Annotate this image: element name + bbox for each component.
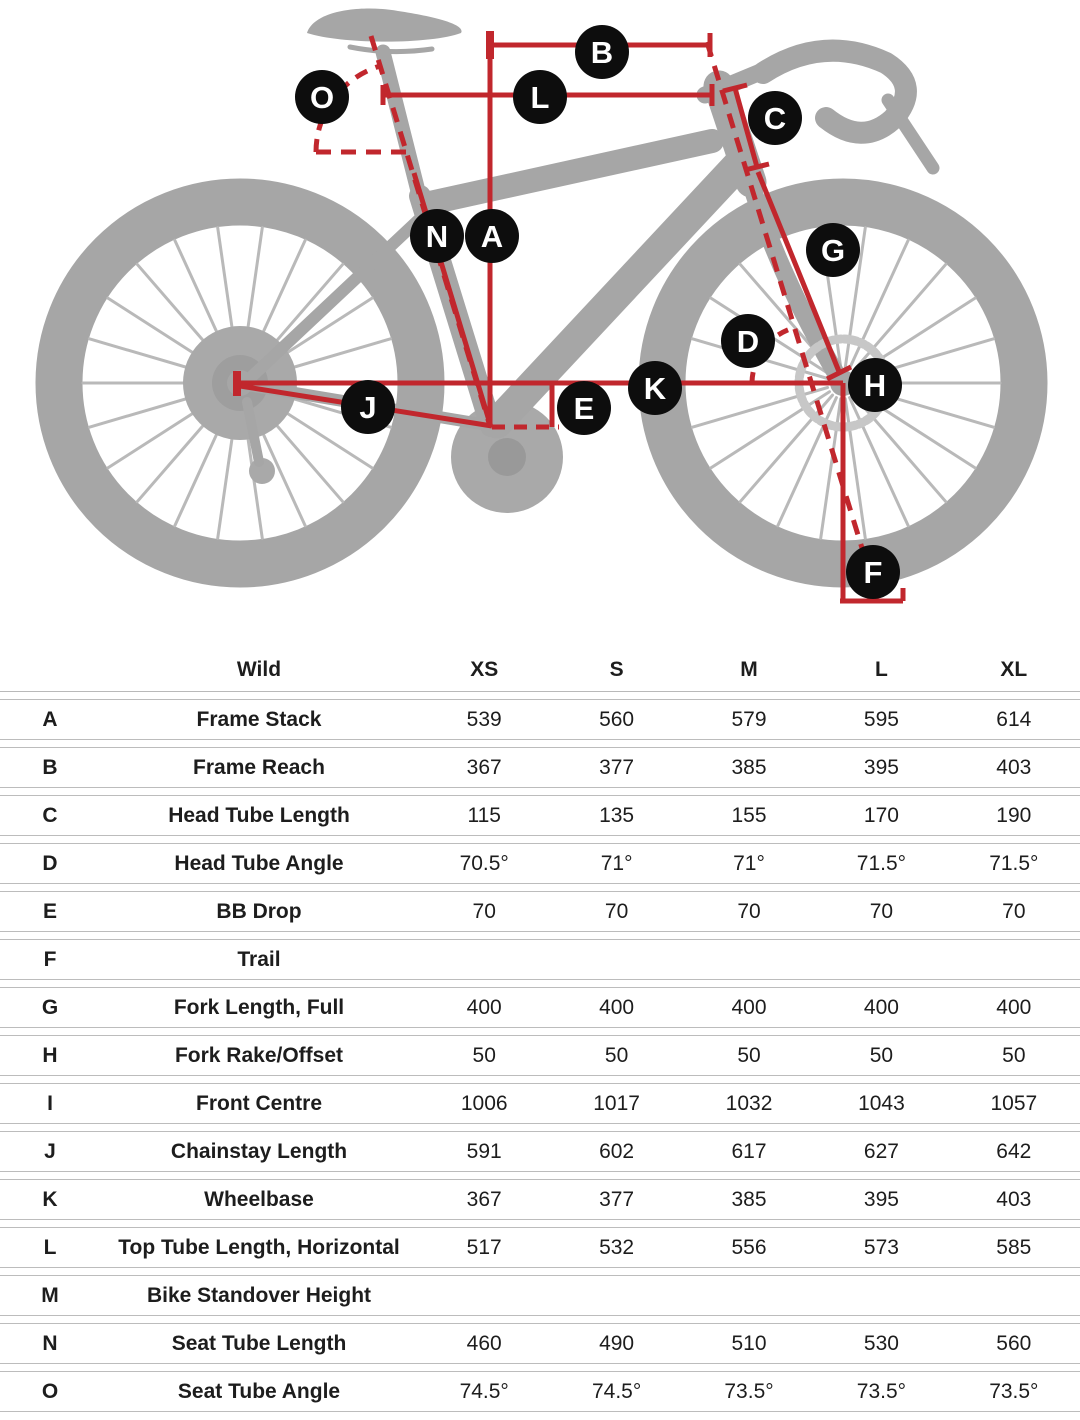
saddle-rails [350, 47, 432, 52]
value-cell: 367 [466, 755, 502, 779]
value-cell: 74.5° [591, 1379, 642, 1403]
value-cell: 385 [731, 755, 767, 779]
top-tube [430, 141, 712, 203]
size-header: M [740, 657, 758, 681]
value-cell: 573 [863, 1235, 899, 1259]
value-cell: 1043 [858, 1091, 905, 1115]
value-cell: 602 [599, 1139, 635, 1163]
value-cell: 71.5° [856, 851, 907, 875]
value-cell: 385 [731, 1187, 767, 1211]
row-letter: K [42, 1187, 58, 1211]
value-cell: 539 [466, 707, 502, 731]
spoke [850, 398, 909, 526]
table-row [0, 1275, 1080, 1316]
value-cell: 510 [731, 1331, 767, 1355]
diagram-label-e [557, 381, 611, 435]
value-cell: 135 [599, 803, 635, 827]
value-cell: 560 [599, 707, 635, 731]
row-values [418, 1236, 1080, 1260]
row-name: Frame Reach [193, 755, 325, 779]
value-cell: 71° [600, 851, 633, 875]
value-cell: 400 [996, 995, 1032, 1019]
value-cell: 556 [731, 1235, 767, 1259]
value-cell: 70 [604, 899, 629, 923]
row-values [418, 1380, 1080, 1404]
spoke [778, 398, 837, 526]
model-name: Wild [236, 657, 282, 681]
row-values [418, 996, 1080, 1020]
size-headers [418, 658, 1080, 682]
row-name: Top Tube Length, Horizontal [118, 1235, 400, 1259]
table-row [0, 1035, 1080, 1076]
value-cell: 73.5° [989, 1379, 1039, 1403]
row-name: Front Centre [196, 1091, 322, 1115]
size-header: S [609, 657, 624, 681]
value-cell: 377 [599, 1187, 635, 1211]
row-name: Chainstay Length [170, 1139, 348, 1163]
value-cell: 617 [731, 1139, 767, 1163]
label-letter: B [590, 35, 614, 70]
label-letter: H [863, 368, 887, 403]
row-letter: J [44, 1139, 56, 1163]
table-row [0, 1131, 1080, 1172]
label-letter: O [309, 80, 335, 115]
row-values [418, 1044, 1080, 1068]
diagram-label-l [513, 70, 567, 124]
diagram-label-k [628, 361, 682, 415]
spoke [854, 264, 946, 371]
value-cell: 170 [863, 803, 899, 827]
table-row [0, 1179, 1080, 1220]
table-row [0, 939, 1080, 980]
row-name: Head Tube Length [168, 803, 350, 827]
value-cell: 579 [731, 707, 767, 731]
value-cell: 50 [472, 1043, 496, 1067]
value-cell: 460 [466, 1331, 502, 1355]
value-cell: 71° [733, 851, 765, 875]
value-cell: 50 [869, 1043, 894, 1067]
label-letter: F [863, 555, 883, 590]
value-cell: 73.5° [856, 1379, 907, 1403]
size-header: XL [1000, 657, 1028, 681]
size-header: XS [470, 657, 499, 681]
value-cell: 115 [467, 803, 501, 827]
row-letter: H [42, 1043, 58, 1067]
value-cell: 155 [731, 803, 767, 827]
value-cell: 73.5° [724, 1379, 774, 1403]
row-letter: O [41, 1379, 59, 1403]
row-name: Seat Tube Angle [177, 1379, 341, 1403]
table-row [0, 987, 1080, 1028]
label-letter: G [820, 233, 846, 268]
value-cell: 614 [996, 707, 1032, 731]
diagram-label-b [575, 25, 629, 79]
value-cell: 70 [737, 899, 761, 923]
value-cell: 377 [599, 755, 635, 779]
table-body [0, 699, 1080, 1412]
value-cell: 1032 [725, 1091, 773, 1115]
value-cell: 595 [863, 707, 899, 731]
row-name: Head Tube Angle [174, 851, 344, 875]
value-cell: 395 [863, 755, 899, 779]
value-cell: 71.5° [989, 851, 1039, 875]
row-letter: A [42, 707, 58, 731]
value-cell: 403 [996, 755, 1032, 779]
value-cell: 517 [466, 1235, 502, 1259]
value-cell: 591 [466, 1139, 502, 1163]
row-letter: D [42, 851, 58, 875]
table-row [0, 843, 1080, 884]
row-values [418, 756, 1080, 780]
geometry-table [0, 648, 1080, 1412]
value-cell: 400 [731, 995, 767, 1019]
size-header: L [875, 657, 888, 681]
row-values [418, 1140, 1080, 1164]
label-letter: J [359, 390, 377, 425]
table-row [0, 747, 1080, 788]
diagram-label-a [465, 209, 519, 263]
table-row [0, 1371, 1080, 1412]
row-name: Trail [237, 947, 281, 971]
row-name: Wheelbase [204, 1187, 314, 1211]
spoke [850, 240, 909, 368]
bike-geometry-svg [0, 0, 1080, 645]
row-name: Frame Stack [196, 707, 322, 731]
label-letter: N [425, 219, 449, 254]
row-values [418, 708, 1080, 732]
diagram-label-h [848, 358, 902, 412]
diagram-label-c [748, 91, 802, 145]
label-letter: D [736, 324, 760, 359]
row-values [418, 852, 1080, 876]
row-name: Bike Standover Height [146, 1283, 372, 1307]
label-letter: K [643, 371, 667, 406]
row-values [418, 804, 1080, 828]
row-name: Fork Rake/Offset [174, 1043, 344, 1067]
diagram-label-g [806, 223, 860, 277]
value-cell: 70 [1002, 899, 1026, 923]
value-cell: 1017 [593, 1091, 640, 1115]
row-letter: N [42, 1331, 58, 1355]
table-row [0, 795, 1080, 836]
diagram-label-j [341, 380, 395, 434]
value-cell: 403 [996, 1187, 1032, 1211]
row-values [418, 1332, 1080, 1356]
row-letter: B [42, 755, 58, 779]
row-letter: G [41, 995, 59, 1019]
value-cell: 70 [472, 899, 496, 923]
value-cell: 50 [604, 1043, 629, 1067]
spoke [854, 395, 946, 502]
row-name: BB Drop [216, 899, 302, 923]
label-letter: L [530, 80, 550, 115]
row-letter: C [42, 803, 58, 827]
label-letter: E [573, 391, 595, 426]
value-cell: 395 [863, 1187, 899, 1211]
label-letter: A [480, 219, 504, 254]
value-cell: 367 [466, 1187, 502, 1211]
bike-geometry-diagram [0, 0, 1080, 645]
value-cell: 642 [996, 1139, 1032, 1163]
row-values [418, 1188, 1080, 1212]
value-cell: 560 [996, 1331, 1032, 1355]
value-cell: 400 [863, 995, 899, 1019]
label-letter: C [763, 101, 787, 136]
row-letter: I [47, 1091, 53, 1115]
value-cell: 70 [869, 899, 894, 923]
row-letter: L [43, 1235, 57, 1259]
table-header-row [0, 648, 1080, 692]
value-cell: 530 [863, 1331, 899, 1355]
table-row [0, 1227, 1080, 1268]
row-name: Seat Tube Length [171, 1331, 347, 1355]
row-values [418, 900, 1080, 924]
value-cell: 490 [599, 1331, 635, 1355]
value-cell: 74.5° [459, 1379, 509, 1403]
table-row [0, 1083, 1080, 1124]
value-cell: 190 [996, 803, 1032, 827]
value-cell: 70.5° [459, 851, 509, 875]
value-cell: 532 [599, 1235, 635, 1259]
diagram-label-d [721, 314, 775, 368]
saddle [307, 9, 462, 42]
value-cell: 400 [466, 995, 502, 1019]
row-letter: M [41, 1283, 59, 1307]
row-letter: F [43, 947, 57, 971]
value-cell: 1057 [990, 1091, 1038, 1115]
value-cell: 50 [737, 1043, 761, 1067]
value-cell: 627 [863, 1139, 899, 1163]
value-cell: 1006 [460, 1091, 508, 1115]
row-letter: E [42, 899, 57, 923]
table-row [0, 1323, 1080, 1364]
value-cell: 585 [996, 1235, 1032, 1259]
diagram-label-f [846, 545, 900, 599]
value-cell: 400 [599, 995, 635, 1019]
diagram-label-o [295, 70, 349, 124]
table-row [0, 699, 1080, 740]
row-name: Fork Length, Full [173, 995, 345, 1019]
diagram-label-n [410, 209, 464, 263]
table-row [0, 891, 1080, 932]
value-cell: 50 [1002, 1043, 1026, 1067]
row-values [418, 1092, 1080, 1116]
